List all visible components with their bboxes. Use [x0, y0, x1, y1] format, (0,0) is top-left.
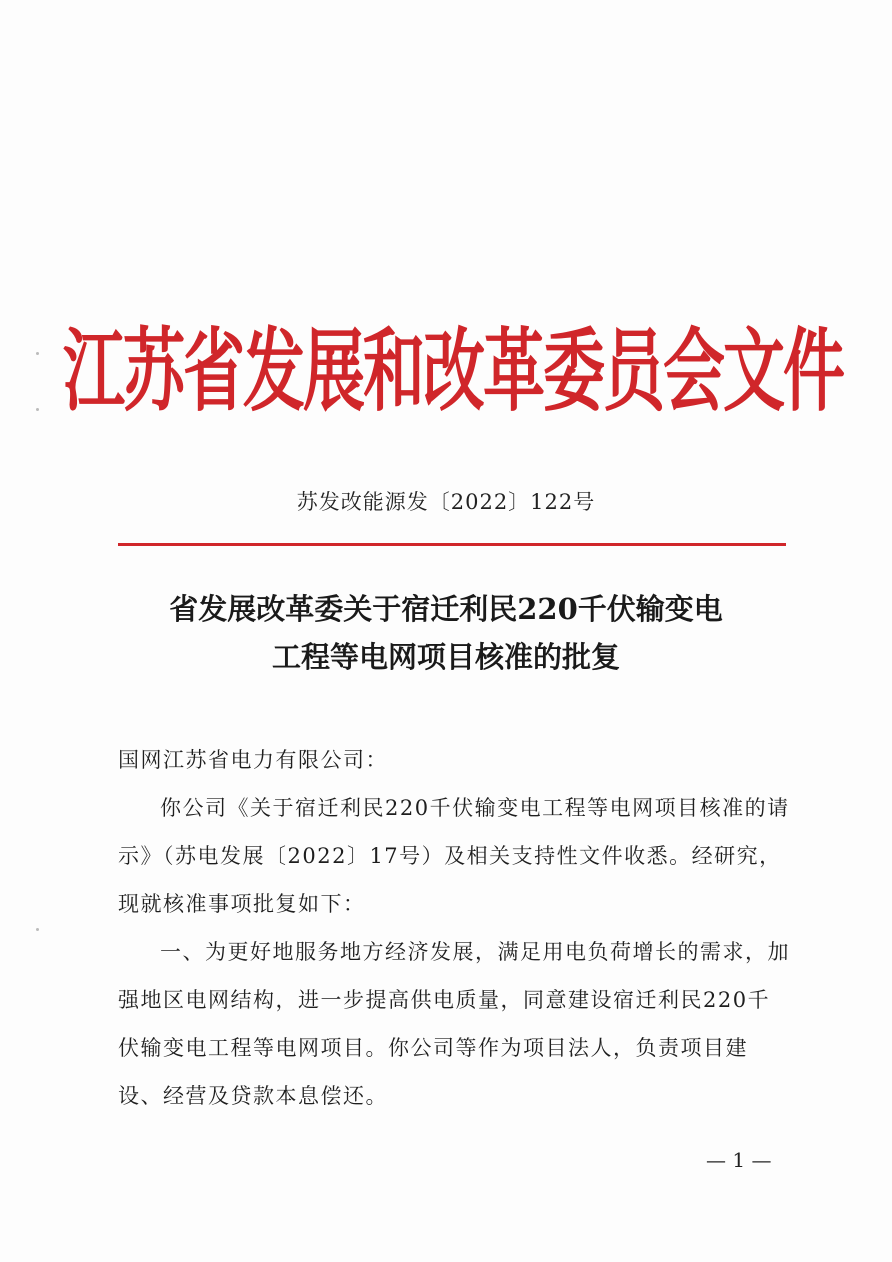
- body-paragraph-1: 你公司《关于宿迁利民220千伏输变电工程等电网项目核准的请示》（苏电发展〔2022〕17号）及相关支持性文件收悉。经研究，现就核准事项批复如下：: [118, 796, 790, 916]
- document-title-line-1: 省发展改革委关于宿迁利民220千伏输变电: [169, 592, 723, 626]
- document-number: 苏发改能源发〔2022〕122号: [296, 490, 596, 514]
- salutation: 国网江苏省电力有限公司：: [118, 748, 388, 772]
- document-body: [118, 736, 790, 1120]
- red-divider-line: [118, 543, 786, 546]
- scan-speck: [36, 352, 39, 355]
- document-title: [0, 585, 892, 681]
- issuer-header-title: 江苏省发展和改革委员会文件: [63, 317, 844, 424]
- scan-speck: [36, 928, 39, 931]
- body-paragraph-2: 一、为更好地服务地方经济发展，满足用电负荷增长的需求，加强地区电网结构，进一步提高供电质量，同意建设宿迁利民220千伏输变电工程等电网项目。你公司等作为项目法人，负责项目建设、经营及贷款本息偿还。: [118, 940, 790, 1108]
- page-number: — 1 —: [706, 1148, 772, 1172]
- scan-speck: [36, 408, 39, 411]
- document-title-line-2: 工程等电网项目核准的批复: [271, 640, 620, 674]
